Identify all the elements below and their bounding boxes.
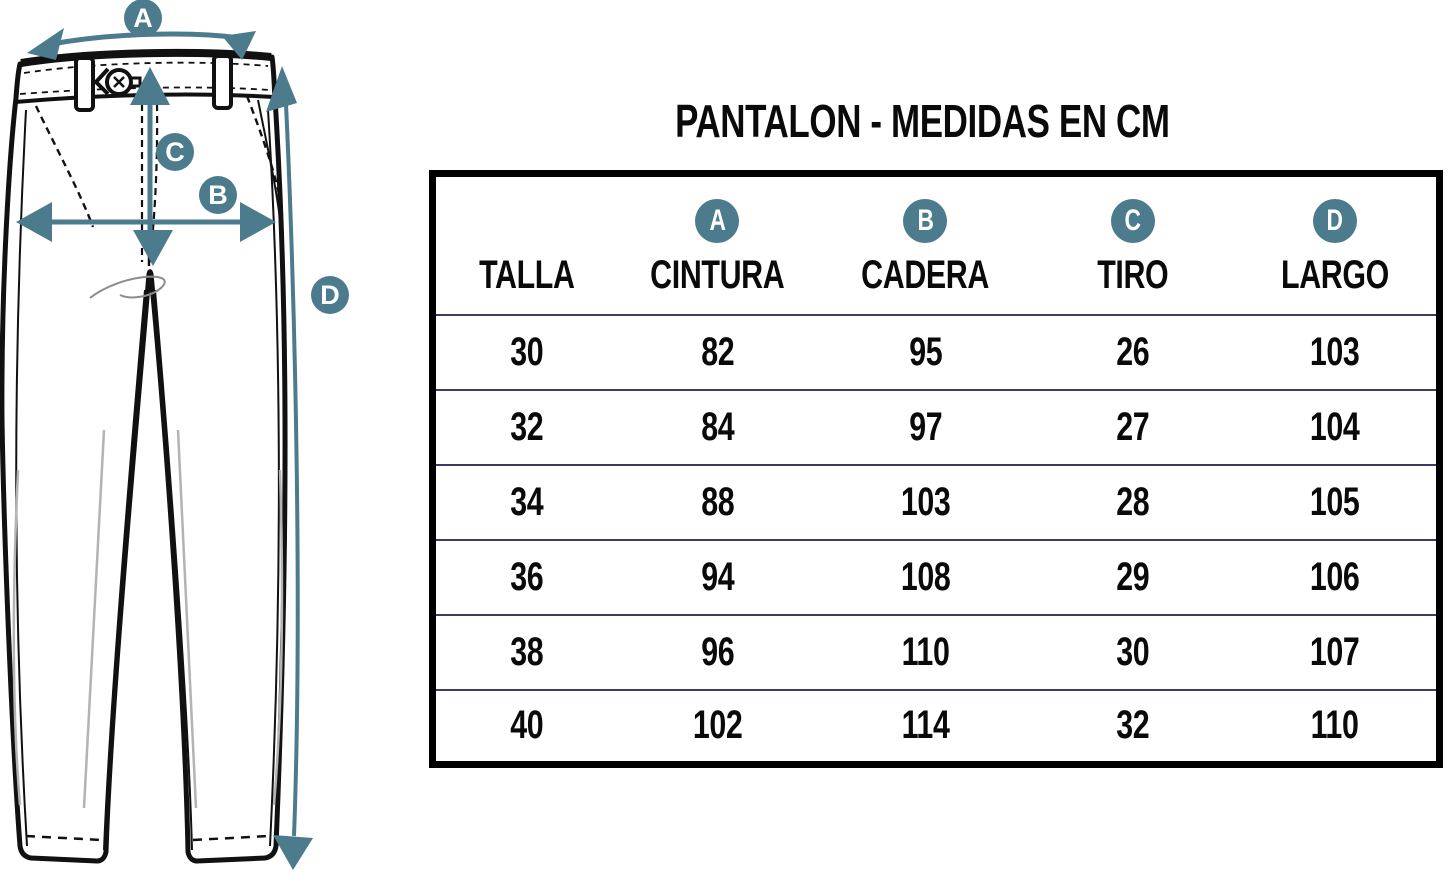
size-cell [617,390,818,465]
size-cell-value: 108 [900,554,951,599]
belt-loop-right [214,56,231,108]
badge-placeholder [504,199,548,243]
size-cell [1033,615,1233,690]
size-cell-value: 104 [1309,404,1360,449]
column-header-cintura [617,174,818,315]
table-row [433,690,1440,765]
size-table [429,170,1443,768]
size-cell-value: 28 [1116,479,1150,524]
size-cell [1033,315,1233,390]
size-cell-value: 114 [901,703,950,748]
size-cell [818,690,1032,765]
size-cell-value: 36 [509,554,543,599]
size-cell-value: 27 [1116,404,1150,449]
column-header-largo [1233,174,1439,315]
size-cell-value: 106 [1309,554,1360,599]
badge-letter: C [1124,203,1141,237]
column-label: CADERA [861,252,990,297]
size-cell-value: 26 [1116,329,1150,374]
size-cell-value: 107 [1309,629,1360,674]
column-header-talla [433,174,617,315]
badge-a-icon [695,199,739,243]
size-cell [818,615,1032,690]
diagram-badge-d-label: D [320,280,340,310]
table-row [433,315,1440,390]
belt-loop-left [76,58,93,110]
size-cell-value: 32 [1116,703,1150,748]
page-title-text: PANTALON - MEDIDAS EN CM [674,95,1170,147]
column-header-tiro [1033,174,1233,315]
pants-diagram [0,0,360,875]
badge-letter: B [917,203,934,237]
size-cell-value: 103 [1309,329,1360,374]
header-row [433,174,1440,315]
size-cell-value: 88 [700,479,734,524]
pants-outline [2,53,285,861]
size-cell [433,465,617,540]
page-title [415,94,1429,148]
size-cell-value: 103 [900,479,951,524]
size-cell [617,540,818,615]
size-cell-value: 110 [1310,703,1359,748]
badge-c-icon [1111,199,1155,243]
badge-d-icon [1313,199,1357,243]
size-cell [818,540,1032,615]
size-cell [617,315,818,390]
size-cell [433,690,617,765]
size-cell-value: 94 [700,554,734,599]
size-cell-value: 30 [509,329,543,374]
column-label: LARGO [1280,252,1389,297]
column-label: TALLA [478,252,575,297]
size-cell [1033,465,1233,540]
size-cell [617,690,818,765]
size-cell [1233,465,1439,540]
badge-b-icon [903,199,947,243]
size-cell-value: 95 [908,329,942,374]
size-cell-value: 102 [692,703,743,748]
diagram-badge-b [199,176,237,214]
size-cell [818,315,1032,390]
size-cell [1233,390,1439,465]
diagram-badge-b-label: B [208,180,228,210]
diagram-badge-a [124,0,162,37]
size-cell [818,465,1032,540]
table-row [433,390,1440,465]
diagram-badge-a-label: A [133,3,153,33]
size-cell [1033,540,1233,615]
table-row [433,615,1440,690]
size-cell [818,390,1032,465]
size-cell [617,615,818,690]
size-cell-value: 29 [1116,554,1150,599]
diagram-badge-c [156,133,194,171]
pants-drawing [0,0,360,875]
size-cell-value: 97 [908,404,942,449]
size-cell [433,615,617,690]
size-cell-value: 82 [700,329,734,374]
badge-letter: A [709,203,726,237]
size-cell-value: 105 [1309,479,1360,524]
size-cell-value: 84 [700,404,734,449]
size-cell [1033,690,1233,765]
size-table-body [433,315,1440,765]
size-cell-value: 110 [901,629,950,674]
column-header-cadera [818,174,1032,315]
size-cell-value: 38 [509,629,543,674]
diagram-badge-d [311,276,349,314]
column-label: TIRO [1097,252,1169,297]
size-cell [1233,315,1439,390]
badge-letter: D [1326,203,1343,237]
table-row [433,465,1440,540]
size-cell [1233,540,1439,615]
size-cell-value: 96 [700,629,734,674]
size-cell [433,315,617,390]
size-cell [1233,690,1439,765]
table-row [433,540,1440,615]
size-cell-value: 40 [509,703,543,748]
size-cell [617,465,818,540]
diagram-badge-c-label: C [165,137,185,167]
size-cell [433,390,617,465]
size-cell [1233,615,1439,690]
size-cell [433,540,617,615]
size-cell-value: 34 [509,479,543,524]
size-cell-value: 30 [1116,629,1150,674]
size-cell [1033,390,1233,465]
size-cell-value: 32 [509,404,543,449]
column-label: CINTURA [650,252,785,297]
